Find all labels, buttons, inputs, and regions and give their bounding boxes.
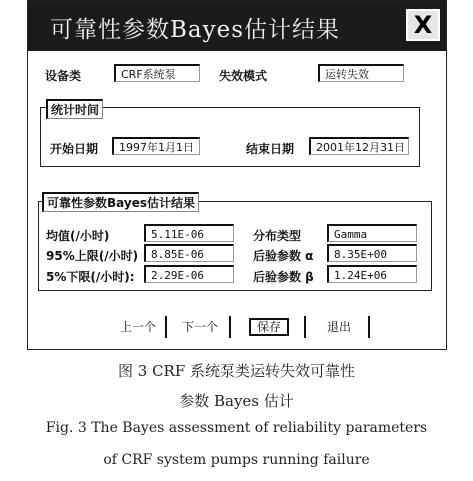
close-button[interactable]: X [406,9,440,41]
start-date-field[interactable]: 1997年1月1日 [112,137,200,155]
start-date-label: 开始日期 [50,142,99,156]
caption-cn-line1: 图 3 CRF 系统泵类运转失效可靠性 [117,362,356,380]
end-date-label: 结束日期 [246,142,295,156]
beta-label: 后验参数 β [253,270,314,284]
results-legend: 可靠性参数Bayes估计结果 [42,192,199,212]
save-button[interactable] [234,316,306,338]
prev-button[interactable]: 上一个 [111,316,167,338]
equipment-label: 设备类 [45,69,82,83]
distribution-label: 分布类型 [253,229,302,243]
caption-cn-line2: 参数 Bayes 估计 [179,392,294,410]
alpha-field[interactable]: 8.35E+00 [327,244,417,262]
alpha-label: 后验参数 α [253,249,314,263]
mean-label: 均值(/小时) [46,229,110,243]
next-button[interactable]: 下一个 [171,316,231,338]
title-bar[interactable] [28,1,446,51]
beta-field[interactable]: 1.24E+06 [327,265,417,283]
mean-field[interactable]: 5.11E-06 [144,224,234,242]
window-title: 可靠性参数Bayes估计结果 [50,17,341,43]
end-date-field[interactable]: 2001年12月31日 [309,137,409,155]
failure-mode-label: 失效模式 [219,69,268,83]
exit-button[interactable]: 退出 [310,316,370,338]
lower-limit-label: 5%下限(/小时): [46,270,135,284]
distribution-field[interactable]: Gamma [327,224,417,242]
caption-en-line2: of CRF system pumps running failure [103,452,370,468]
bayes-result-dialog [27,0,447,350]
failure-mode-field[interactable]: 运转失效 [318,64,404,82]
upper-limit-label: 95%上限(/小时) [46,249,139,263]
upper-limit-field[interactable]: 8.85E-06 [144,244,234,262]
equipment-field[interactable]: CRF系统泵 [114,64,200,82]
lower-limit-field[interactable]: 2.29E-06 [144,265,234,283]
save-button-label: 保存 [249,318,289,336]
caption-en-line1: Fig. 3 The Bayes assessment of reliability parameters [45,420,428,436]
stats-time-legend: 统计时间 [46,99,103,119]
